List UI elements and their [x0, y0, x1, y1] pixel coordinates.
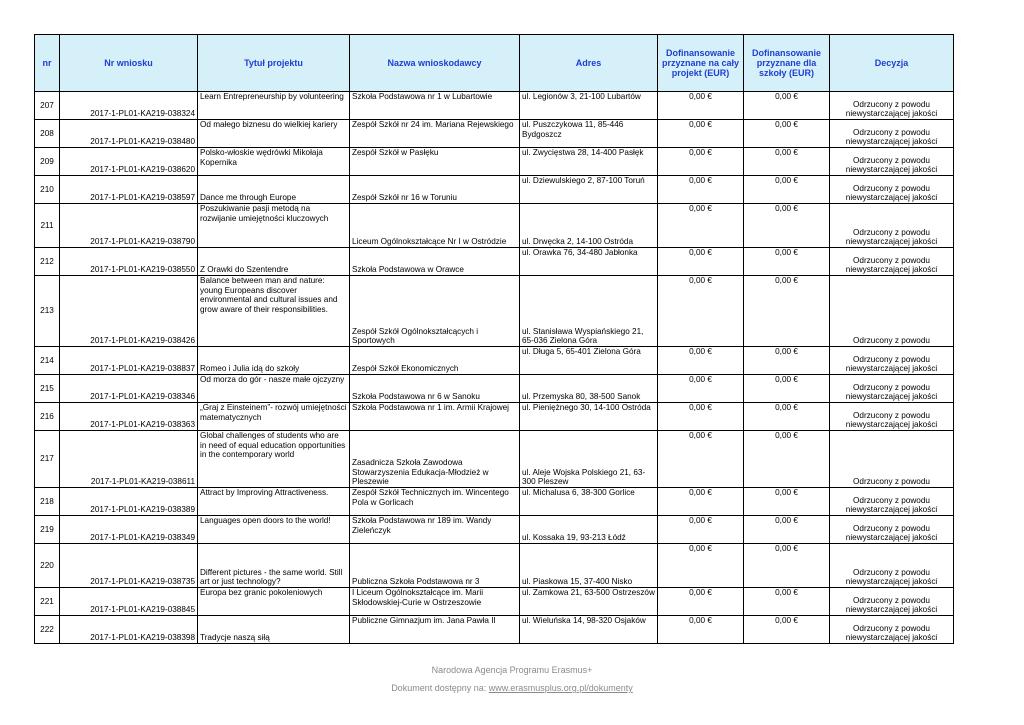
row-nr: 208 [35, 120, 60, 148]
decision: Odrzucony z powodu niewystarczającej jakości [830, 148, 954, 176]
decision: Odrzucony z powodu niewystarczającej jakości [830, 92, 954, 120]
funding-project: 0,00 € [658, 403, 744, 431]
table-row [35, 92, 954, 120]
funding-school: 0,00 € [744, 431, 830, 488]
applicant-name: Szkoła Podstawowa nr 189 im. Wandy Zieleńczyk [350, 516, 520, 544]
decision: Odrzucony z powodu niewystarczającej jakości [830, 488, 954, 516]
application-number: 2017-1-PL01-KA219-038735 [60, 544, 198, 588]
address: ul. Długa 5, 65-401 Zielona Góra [520, 347, 658, 375]
table-row [35, 403, 954, 431]
row-nr: 213 [35, 276, 60, 347]
application-number: 2017-1-PL01-KA219-038620 [60, 148, 198, 176]
address: ul. Orawka 76, 34-480 Jabłonka [520, 248, 658, 276]
applicant-name: Zespół Szkół Ekonomicznych [350, 347, 520, 375]
applicant-name: Publiczne Gimnazjum im. Jana Pawła II [350, 616, 520, 644]
funding-school: 0,00 € [744, 148, 830, 176]
applicant-name: I Liceum Ogólnokształcące im. Marii Skłodowskiej-Curie w Ostrzeszowie [350, 588, 520, 616]
funding-project: 0,00 € [658, 248, 744, 276]
address: ul. Michalusa 6, 38-300 Gorlice [520, 488, 658, 516]
header-funding-school: Dofinansowanie przyznane dla szkoły (EUR) [744, 35, 830, 92]
decision: Odrzucony z powodu niewystarczającej jakości [830, 120, 954, 148]
decision: Odrzucony z powodu niewystarczającej jakości [830, 248, 954, 276]
decision: Odrzucony z powodu niewystarczającej jakości [830, 403, 954, 431]
applicant-name: Zespół Szkół w Pasłęku [350, 148, 520, 176]
table-row [35, 375, 954, 403]
application-number: 2017-1-PL01-KA219-038426 [60, 276, 198, 347]
row-nr: 210 [35, 176, 60, 204]
applicant-name: Zespół Szkół nr 24 im. Mariana Rejewskiego [350, 120, 520, 148]
address: ul. Drwęcka 2, 14-100 Ostróda [520, 204, 658, 248]
address: ul. Aleje Wojska Polskiego 21, 63-300 Pleszew [520, 431, 658, 488]
applicant-name: Publiczna Szkoła Podstawowa nr 3 [350, 544, 520, 588]
funding-project: 0,00 € [658, 616, 744, 644]
row-nr: 221 [35, 588, 60, 616]
funding-project: 0,00 € [658, 276, 744, 347]
row-nr: 218 [35, 488, 60, 516]
row-nr: 216 [35, 403, 60, 431]
address: ul. Legionów 3, 21-100 Lubartów [520, 92, 658, 120]
table-row [35, 431, 954, 488]
application-number: 2017-1-PL01-KA219-038363 [60, 403, 198, 431]
footer-document-prefix: Dokument dostępny na: [391, 683, 489, 693]
table-row [35, 176, 954, 204]
applicant-name: Zespół Szkół Ogólnokształcących i Sportowych [350, 276, 520, 347]
funding-school: 0,00 € [744, 176, 830, 204]
address: ul. Piaskowa 15, 37-400 Nisko [520, 544, 658, 588]
decision: Odrzucony z powodu niewystarczającej jakości [830, 544, 954, 588]
funding-project: 0,00 € [658, 588, 744, 616]
row-nr: 217 [35, 431, 60, 488]
funding-school: 0,00 € [744, 204, 830, 248]
funding-school: 0,00 € [744, 544, 830, 588]
funding-school: 0,00 € [744, 588, 830, 616]
decision: Odrzucony z powodu [830, 276, 954, 347]
applicant-name: Zespół Szkół Technicznych im. Wincentego Pola w Gorlicach [350, 488, 520, 516]
funding-school: 0,00 € [744, 120, 830, 148]
row-nr: 214 [35, 347, 60, 375]
funding-project: 0,00 € [658, 120, 744, 148]
application-number: 2017-1-PL01-KA219-038480 [60, 120, 198, 148]
address: ul. Puszczykowa 11, 85-446 Bydgoszcz [520, 120, 658, 148]
applicant-name: Szkoła Podstawowa nr 1 w Lubartowie [350, 92, 520, 120]
funding-school: 0,00 € [744, 616, 830, 644]
header-applicant-name: Nazwa wnioskodawcy [350, 35, 520, 92]
table-row [35, 148, 954, 176]
decision: Odrzucony z powodu [830, 431, 954, 488]
table-row [35, 544, 954, 588]
table-row [35, 276, 954, 347]
decisions-table [34, 34, 954, 644]
funding-school: 0,00 € [744, 276, 830, 347]
project-title: Learn Entrepreneurship by volunteering [198, 92, 350, 120]
project-title: Europa bez granic pokoleniowych [198, 588, 350, 616]
row-nr: 219 [35, 516, 60, 544]
address: ul. Wieluńska 14, 98-320 Osjaków [520, 616, 658, 644]
address: ul. Zwycięstwa 28, 14-400 Pasłęk [520, 148, 658, 176]
project-title: Romeo i Julia idą do szkoły [198, 347, 350, 375]
application-number: 2017-1-PL01-KA219-038349 [60, 516, 198, 544]
table-row [35, 488, 954, 516]
funding-school: 0,00 € [744, 92, 830, 120]
applicant-name: Liceum Ogólnokształcące Nr I w Ostródzie [350, 204, 520, 248]
applicant-name: Zasadnicza Szkoła Zawodowa Stowarzyszenia Edukacja-Młodzież w Pleszewie [350, 431, 520, 488]
project-title: Tradycje naszą siłą [198, 616, 350, 644]
project-title: Poszukiwanie pasji metodą na rozwijanie umiejętności kluczowych [198, 204, 350, 248]
project-title: Languages open doors to the world! [198, 516, 350, 544]
footer-documents-link[interactable]: www.erasmusplus.org.pl/dokumenty [488, 683, 633, 693]
project-title: Od morza do gór - nasze małe ojczyzny [198, 375, 350, 403]
application-number: 2017-1-PL01-KA219-038837 [60, 347, 198, 375]
row-nr: 220 [35, 544, 60, 588]
row-nr: 207 [35, 92, 60, 120]
header-nr: nr [35, 35, 60, 92]
address: ul. Stanisława Wyspiańskiego 21, 65-036 Zielona Góra [520, 276, 658, 347]
funding-project: 0,00 € [658, 431, 744, 488]
funding-school: 0,00 € [744, 403, 830, 431]
decision: Odrzucony z powodu niewystarczającej jakości [830, 516, 954, 544]
application-number: 2017-1-PL01-KA219-038389 [60, 488, 198, 516]
application-number: 2017-1-PL01-KA219-038550 [60, 248, 198, 276]
application-number: 2017-1-PL01-KA219-038611 [60, 431, 198, 488]
application-number: 2017-1-PL01-KA219-038790 [60, 204, 198, 248]
decision: Odrzucony z powodu niewystarczającej jakości [830, 588, 954, 616]
decision: Odrzucony z powodu niewystarczającej jakości [830, 204, 954, 248]
application-number: 2017-1-PL01-KA219-038346 [60, 375, 198, 403]
address: ul. Przemyska 80, 38-500 Sanok [520, 375, 658, 403]
funding-school: 0,00 € [744, 248, 830, 276]
funding-school: 0,00 € [744, 347, 830, 375]
address: ul. Zamkowa 21, 63-500 Ostrzeszów [520, 588, 658, 616]
project-title: Balance between man and nature: young Europeans discover environmental and cultural issues and grow aware of their responsibilities. [198, 276, 350, 347]
header-address: Adres [520, 35, 658, 92]
row-nr: 212 [35, 248, 60, 276]
funding-project: 0,00 € [658, 544, 744, 588]
footer-agency: Narodowa Agencja Programu Erasmus+ [431, 665, 593, 675]
application-number: 2017-1-PL01-KA219-038398 [60, 616, 198, 644]
table-row [35, 588, 954, 616]
applicant-name: Szkoła Podstawowa w Orawce [350, 248, 520, 276]
header-decision: Decyzja [830, 35, 954, 92]
address: ul. Kossaka 19, 93-213 Łódź [520, 516, 658, 544]
project-title: Z Orawki do Szentendre [198, 248, 350, 276]
row-nr: 211 [35, 204, 60, 248]
header-project-title: Tytuł projektu [198, 35, 350, 92]
application-number: 2017-1-PL01-KA219-038597 [60, 176, 198, 204]
funding-project: 0,00 € [658, 176, 744, 204]
application-number: 2017-1-PL01-KA219-038324 [60, 92, 198, 120]
table-row [35, 516, 954, 544]
funding-project: 0,00 € [658, 488, 744, 516]
table-row [35, 204, 954, 248]
table-row [35, 616, 954, 644]
funding-project: 0,00 € [658, 516, 744, 544]
address: ul. Pieniężnego 30, 14-100 Ostróda [520, 403, 658, 431]
decision: Odrzucony z powodu niewystarczającej jakości [830, 375, 954, 403]
project-title: Polsko-włoskie wędrówki Mikołaja Kopernika [198, 148, 350, 176]
table-row [35, 248, 954, 276]
applicant-name: Zespół Szkół nr 16 w Toruniu [350, 176, 520, 204]
project-title: Different pictures - the same world. Still art or just technology? [198, 544, 350, 588]
funding-school: 0,00 € [744, 516, 830, 544]
project-title: „Graj z Einsteinem”- rozwój umiejętności matematycznych [198, 403, 350, 431]
project-title: Attract by Improving Attractiveness. [198, 488, 350, 516]
header-row [35, 35, 954, 92]
decision: Odrzucony z powodu niewystarczającej jakości [830, 347, 954, 375]
header-funding-project: Dofinansowanie przyznane na cały projekt (EUR) [658, 35, 744, 92]
decision: Odrzucony z powodu niewystarczającej jakości [830, 176, 954, 204]
funding-school: 0,00 € [744, 375, 830, 403]
address: ul. Dziewulskiego 2, 87-100 Toruń [520, 176, 658, 204]
decision: Odrzucony z powodu niewystarczającej jakości [830, 616, 954, 644]
funding-project: 0,00 € [658, 204, 744, 248]
funding-project: 0,00 € [658, 375, 744, 403]
table-row [35, 347, 954, 375]
footer-document [0, 683, 1024, 693]
funding-project: 0,00 € [658, 92, 744, 120]
row-nr: 215 [35, 375, 60, 403]
funding-school: 0,00 € [744, 488, 830, 516]
applicant-name: Szkoła Podstawowa nr 1 im. Armii Krajowej [350, 403, 520, 431]
funding-project: 0,00 € [658, 347, 744, 375]
row-nr: 222 [35, 616, 60, 644]
project-title: Dance me through Europe [198, 176, 350, 204]
applicant-name: Szkoła Podstawowa nr 6 w Sanoku [350, 375, 520, 403]
project-title: Od małego biznesu do wielkiej kariery [198, 120, 350, 148]
project-title: Global challenges of students who are in need of equal education opportunities in the contemporary world [198, 431, 350, 488]
table-row [35, 120, 954, 148]
header-application-number: Nr wniosku [60, 35, 198, 92]
funding-project: 0,00 € [658, 148, 744, 176]
row-nr: 209 [35, 148, 60, 176]
application-number: 2017-1-PL01-KA219-038845 [60, 588, 198, 616]
